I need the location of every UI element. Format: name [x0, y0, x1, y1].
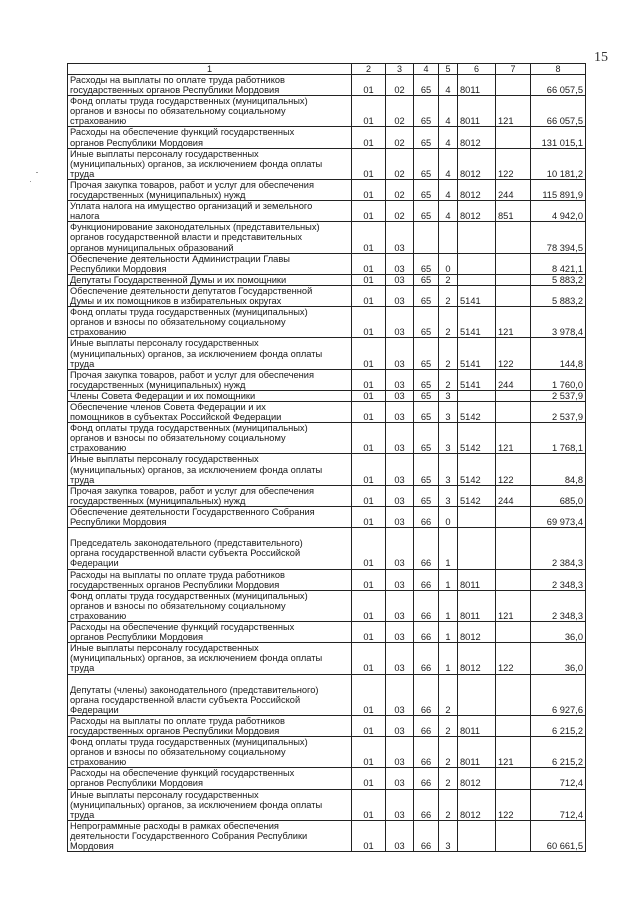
amount-cell: 131 015,1 [531, 127, 586, 148]
table-row [68, 643, 586, 674]
table-row [68, 222, 586, 253]
expense-type-cell: 851 [496, 201, 531, 222]
target-item-cell: 8012 [458, 643, 496, 674]
amount-cell: 10 181,2 [531, 148, 586, 179]
expense-name-cell: Расходы на обеспечение функций государственных органов Республики Мордовия [68, 127, 352, 148]
subsection-code-cell: 03 [386, 454, 414, 485]
section-code-cell: 01 [352, 423, 386, 454]
program-code-cell: 66 [414, 590, 439, 621]
expense-name-cell: Расходы на обеспечение функций государственных органов Республики Мордовия [68, 768, 352, 789]
table-row [68, 454, 586, 485]
expense-name-cell: Депутаты Государственной Думы и их помощники [68, 274, 352, 285]
subprogram-code-cell: 2 [439, 715, 458, 736]
expense-name-cell: Обеспечение членов Совета Федерации и их помощников в субъектах Российской Федерации [68, 401, 352, 422]
target-item-cell: 8011 [458, 737, 496, 768]
header-cell: 4 [414, 64, 439, 75]
amount-cell: 3 978,4 [531, 307, 586, 338]
table-header-row [68, 64, 586, 75]
table-row [68, 622, 586, 643]
subsection-code-cell: 03 [386, 253, 414, 274]
subprogram-code-cell: 4 [439, 127, 458, 148]
header-cell: 7 [496, 64, 531, 75]
subprogram-code-cell: 1 [439, 622, 458, 643]
section-code-cell: 01 [352, 737, 386, 768]
table-row [68, 820, 586, 851]
section-code-cell: 01 [352, 789, 386, 820]
expense-type-cell [496, 390, 531, 401]
header-cell: 1 [68, 64, 352, 75]
target-item-cell [458, 820, 496, 851]
target-item-cell: 5141 [458, 307, 496, 338]
expense-name-cell: Фонд оплаты труда государственных (муниципальных) органов и взносы по обязательному социальному страхованию [68, 737, 352, 768]
table-row [68, 253, 586, 274]
amount-cell: 2 537,9 [531, 401, 586, 422]
expense-name-cell: Обеспечение деятельности депутатов Государственной Думы и их помощников в избирательных округах [68, 285, 352, 306]
target-item-cell [458, 390, 496, 401]
expense-name-cell: Прочая закупка товаров, работ и услуг для обеспечения государственных (муниципальных) нужд [68, 179, 352, 200]
subprogram-code-cell: 2 [439, 737, 458, 768]
amount-cell: 712,4 [531, 789, 586, 820]
target-item-cell: 8011 [458, 590, 496, 621]
expense-type-cell [496, 768, 531, 789]
target-item-cell: 5141 [458, 285, 496, 306]
subsection-code-cell: 03 [386, 401, 414, 422]
expense-type-cell: 122 [496, 338, 531, 369]
subsection-code-cell: 03 [386, 390, 414, 401]
target-item-cell: 5141 [458, 369, 496, 390]
section-code-cell: 01 [352, 307, 386, 338]
subprogram-code-cell: 1 [439, 643, 458, 674]
expense-type-cell [496, 715, 531, 736]
subsection-code-cell: 03 [386, 737, 414, 768]
amount-cell: 144,8 [531, 338, 586, 369]
program-code-cell: 66 [414, 569, 439, 590]
target-item-cell: 8012 [458, 622, 496, 643]
program-code-cell: 66 [414, 737, 439, 768]
expense-type-cell: 121 [496, 590, 531, 621]
expense-name-cell: Расходы на выплаты по оплате труда работников государственных органов Республики Мордовия [68, 75, 352, 96]
program-code-cell: 65 [414, 369, 439, 390]
subprogram-code-cell: 1 [439, 569, 458, 590]
subsection-code-cell: 03 [386, 643, 414, 674]
expense-name-cell: Фонд оплаты труда государственных (муниципальных) органов и взносы по обязательному социальному страхованию [68, 423, 352, 454]
expense-type-cell: 122 [496, 454, 531, 485]
program-code-cell: 65 [414, 201, 439, 222]
section-code-cell: 01 [352, 454, 386, 485]
program-code-cell: 65 [414, 485, 439, 506]
header-cell: 3 [386, 64, 414, 75]
amount-cell: 1 760,0 [531, 369, 586, 390]
expense-type-cell [496, 222, 531, 253]
subsection-code-cell: 03 [386, 569, 414, 590]
table-row [68, 274, 586, 285]
section-code-cell: 01 [352, 253, 386, 274]
expense-name-cell: Расходы на выплаты по оплате труда работников государственных органов Республики Мордовия [68, 569, 352, 590]
section-code-cell: 01 [352, 401, 386, 422]
target-item-cell: 8011 [458, 96, 496, 127]
program-code-cell: 65 [414, 127, 439, 148]
subsection-code-cell: 02 [386, 127, 414, 148]
subprogram-code-cell: 0 [439, 253, 458, 274]
program-code-cell: 65 [414, 307, 439, 338]
program-code-cell: 65 [414, 390, 439, 401]
subsection-code-cell: 03 [386, 285, 414, 306]
target-item-cell: 8012 [458, 201, 496, 222]
target-item-cell: 8012 [458, 789, 496, 820]
amount-cell: 8 421,1 [531, 253, 586, 274]
expense-name-cell: Иные выплаты персоналу государственных (муниципальных) органов, за исключением фонда оплаты труда [68, 643, 352, 674]
section-code-cell: 01 [352, 643, 386, 674]
expense-type-cell [496, 127, 531, 148]
section-code-cell: 01 [352, 674, 386, 715]
expense-type-cell: 121 [496, 307, 531, 338]
amount-cell: 685,0 [531, 485, 586, 506]
expense-type-cell [496, 622, 531, 643]
subprogram-code-cell: 0 [439, 506, 458, 527]
expense-name-cell: Члены Совета Федерации и их помощники [68, 390, 352, 401]
expense-type-cell: 244 [496, 485, 531, 506]
table-row [68, 75, 586, 96]
subprogram-code-cell [439, 222, 458, 253]
subsection-code-cell: 03 [386, 338, 414, 369]
table-row [68, 737, 586, 768]
table-row [68, 485, 586, 506]
table-row [68, 528, 586, 569]
subprogram-code-cell: 4 [439, 75, 458, 96]
target-item-cell: 5141 [458, 338, 496, 369]
header-cell: 5 [439, 64, 458, 75]
table-row [68, 369, 586, 390]
subprogram-code-cell: 4 [439, 96, 458, 127]
amount-cell: 6 927,6 [531, 674, 586, 715]
subsection-code-cell: 03 [386, 274, 414, 285]
target-item-cell [458, 506, 496, 527]
amount-cell: 1 768,1 [531, 423, 586, 454]
expense-name-cell: Обеспечение деятельности Администрации Главы Республики Мордовия [68, 253, 352, 274]
table-row [68, 127, 586, 148]
program-code-cell: 65 [414, 423, 439, 454]
section-code-cell: 01 [352, 715, 386, 736]
section-code-cell: 01 [352, 201, 386, 222]
subprogram-code-cell: 2 [439, 789, 458, 820]
target-item-cell: 8012 [458, 148, 496, 179]
table-row [68, 789, 586, 820]
program-code-cell [414, 222, 439, 253]
subprogram-code-cell: 3 [439, 485, 458, 506]
table-row [68, 506, 586, 527]
target-item-cell [458, 222, 496, 253]
header-cell: 8 [531, 64, 586, 75]
expense-type-cell: 122 [496, 148, 531, 179]
table-row [68, 423, 586, 454]
program-code-cell: 66 [414, 506, 439, 527]
amount-cell: 6 215,2 [531, 737, 586, 768]
table-row [68, 569, 586, 590]
table-body [68, 75, 586, 852]
expense-name-cell: Депутаты (члены) законодательного (представительного) органа государственной власти субъекта Российской Федерации [68, 674, 352, 715]
target-item-cell: 8012 [458, 127, 496, 148]
subsection-code-cell: 02 [386, 75, 414, 96]
expense-type-cell [496, 401, 531, 422]
expense-type-cell [496, 674, 531, 715]
subprogram-code-cell: 4 [439, 179, 458, 200]
program-code-cell: 65 [414, 274, 439, 285]
expense-type-cell [496, 528, 531, 569]
budget-table [67, 63, 586, 852]
program-code-cell: 66 [414, 674, 439, 715]
expense-type-cell: 121 [496, 96, 531, 127]
section-code-cell: 01 [352, 274, 386, 285]
scan-artifact-dot [30, 181, 31, 182]
program-code-cell: 66 [414, 528, 439, 569]
amount-cell: 2 348,3 [531, 590, 586, 621]
table-row [68, 338, 586, 369]
subprogram-code-cell: 3 [439, 423, 458, 454]
program-code-cell: 66 [414, 820, 439, 851]
table-row [68, 307, 586, 338]
program-code-cell: 65 [414, 148, 439, 179]
target-item-cell: 5142 [458, 401, 496, 422]
page-number: 15 [594, 50, 608, 65]
subprogram-code-cell: 2 [439, 338, 458, 369]
target-item-cell: 5142 [458, 454, 496, 485]
subsection-code-cell: 02 [386, 179, 414, 200]
amount-cell: 84,8 [531, 454, 586, 485]
subprogram-code-cell: 1 [439, 528, 458, 569]
expense-name-cell: Уплата налога на имущество организаций и земельного налога [68, 201, 352, 222]
target-item-cell [458, 674, 496, 715]
expense-name-cell: Иные выплаты персоналу государственных (муниципальных) органов, за исключением фонда оплаты труда [68, 148, 352, 179]
subsection-code-cell: 03 [386, 715, 414, 736]
section-code-cell: 01 [352, 820, 386, 851]
subsection-code-cell: 03 [386, 307, 414, 338]
expense-name-cell: Фонд оплаты труда государственных (муниципальных) органов и взносы по обязательному социальному страхованию [68, 307, 352, 338]
subsection-code-cell: 03 [386, 485, 414, 506]
program-code-cell: 65 [414, 75, 439, 96]
expense-name-cell: Расходы на обеспечение функций государственных органов Республики Мордовия [68, 622, 352, 643]
table-row [68, 96, 586, 127]
section-code-cell: 01 [352, 148, 386, 179]
target-item-cell [458, 253, 496, 274]
target-item-cell [458, 528, 496, 569]
section-code-cell: 01 [352, 179, 386, 200]
section-code-cell: 01 [352, 127, 386, 148]
subprogram-code-cell: 3 [439, 454, 458, 485]
target-item-cell: 8011 [458, 75, 496, 96]
table-row [68, 674, 586, 715]
subsection-code-cell: 03 [386, 423, 414, 454]
section-code-cell: 01 [352, 390, 386, 401]
program-code-cell: 65 [414, 401, 439, 422]
subprogram-code-cell: 4 [439, 148, 458, 179]
section-code-cell: 01 [352, 528, 386, 569]
subsection-code-cell: 03 [386, 590, 414, 621]
table-row [68, 590, 586, 621]
amount-cell: 2 348,3 [531, 569, 586, 590]
expense-name-cell: Обеспечение деятельности Государственного Собрания Республики Мордовия [68, 506, 352, 527]
program-code-cell: 65 [414, 179, 439, 200]
section-code-cell: 01 [352, 485, 386, 506]
expense-name-cell: Непрограммные расходы в рамках обеспечения деятельности Государственного Собрания Республики Мордовия [68, 820, 352, 851]
expense-type-cell [496, 285, 531, 306]
subsection-code-cell: 02 [386, 201, 414, 222]
expense-name-cell: Фонд оплаты труда государственных (муниципальных) органов и взносы по обязательному социальному страхованию [68, 96, 352, 127]
amount-cell: 60 661,5 [531, 820, 586, 851]
table-row [68, 179, 586, 200]
program-code-cell: 66 [414, 768, 439, 789]
expense-type-cell: 122 [496, 789, 531, 820]
program-code-cell: 66 [414, 715, 439, 736]
subsection-code-cell: 03 [386, 222, 414, 253]
expense-name-cell: Расходы на выплаты по оплате труда работников государственных органов Республики Мордовия [68, 715, 352, 736]
amount-cell: 78 394,5 [531, 222, 586, 253]
target-item-cell [458, 274, 496, 285]
target-item-cell: 5142 [458, 485, 496, 506]
amount-cell: 2 384,3 [531, 528, 586, 569]
subsection-code-cell: 02 [386, 96, 414, 127]
subsection-code-cell: 03 [386, 768, 414, 789]
amount-cell: 2 537,9 [531, 390, 586, 401]
subsection-code-cell: 03 [386, 820, 414, 851]
subprogram-code-cell: 2 [439, 274, 458, 285]
expense-name-cell: Иные выплаты персоналу государственных (муниципальных) органов, за исключением фонда оплаты труда [68, 338, 352, 369]
subprogram-code-cell: 2 [439, 768, 458, 789]
section-code-cell: 01 [352, 96, 386, 127]
section-code-cell: 01 [352, 622, 386, 643]
expense-type-cell [496, 253, 531, 274]
amount-cell: 5 883,2 [531, 274, 586, 285]
scan-artifact-dot [36, 172, 38, 173]
header-cell: 2 [352, 64, 386, 75]
amount-cell: 66 057,5 [531, 96, 586, 127]
subprogram-code-cell: 2 [439, 285, 458, 306]
expense-type-cell [496, 820, 531, 851]
expense-name-cell: Фонд оплаты труда государственных (муниципальных) органов и взносы по обязательному социальному страхованию [68, 590, 352, 621]
section-code-cell: 01 [352, 222, 386, 253]
program-code-cell: 65 [414, 338, 439, 369]
amount-cell: 4 942,0 [531, 201, 586, 222]
expense-type-cell: 244 [496, 369, 531, 390]
table-row [68, 715, 586, 736]
subprogram-code-cell: 1 [439, 590, 458, 621]
table-row [68, 390, 586, 401]
expense-name-cell: Функционирование законодательных (представительных) органов государственной власти и представительных органов муниципальных образований [68, 222, 352, 253]
program-code-cell: 66 [414, 622, 439, 643]
amount-cell: 712,4 [531, 768, 586, 789]
target-item-cell: 8012 [458, 179, 496, 200]
program-code-cell: 65 [414, 96, 439, 127]
expense-name-cell: Председатель законодательного (представительного) органа государственной власти субъекта Российской Федерации [68, 528, 352, 569]
amount-cell: 66 057,5 [531, 75, 586, 96]
amount-cell: 115 891,9 [531, 179, 586, 200]
target-item-cell: 8011 [458, 715, 496, 736]
expense-type-cell: 244 [496, 179, 531, 200]
table-row [68, 285, 586, 306]
subprogram-code-cell: 2 [439, 307, 458, 338]
subprogram-code-cell: 3 [439, 401, 458, 422]
expense-type-cell [496, 274, 531, 285]
table-row [68, 768, 586, 789]
target-item-cell: 8011 [458, 569, 496, 590]
table-row [68, 148, 586, 179]
subprogram-code-cell: 4 [439, 201, 458, 222]
program-code-cell: 65 [414, 253, 439, 274]
section-code-cell: 01 [352, 75, 386, 96]
subsection-code-cell: 03 [386, 789, 414, 820]
amount-cell: 5 883,2 [531, 285, 586, 306]
table-row [68, 401, 586, 422]
subprogram-code-cell: 3 [439, 820, 458, 851]
subprogram-code-cell: 3 [439, 390, 458, 401]
section-code-cell: 01 [352, 506, 386, 527]
subprogram-code-cell: 2 [439, 674, 458, 715]
expense-type-cell [496, 75, 531, 96]
section-code-cell: 01 [352, 590, 386, 621]
table-row [68, 201, 586, 222]
section-code-cell: 01 [352, 569, 386, 590]
subsection-code-cell: 03 [386, 369, 414, 390]
target-item-cell: 5142 [458, 423, 496, 454]
expense-name-cell: Иные выплаты персоналу государственных (муниципальных) органов, за исключением фонда оплаты труда [68, 454, 352, 485]
section-code-cell: 01 [352, 338, 386, 369]
expense-name-cell: Прочая закупка товаров, работ и услуг для обеспечения государственных (муниципальных) нужд [68, 485, 352, 506]
subsection-code-cell: 03 [386, 528, 414, 569]
subsection-code-cell: 02 [386, 148, 414, 179]
expense-type-cell [496, 569, 531, 590]
header-cell: 6 [458, 64, 496, 75]
expense-type-cell: 122 [496, 643, 531, 674]
subsection-code-cell: 03 [386, 622, 414, 643]
amount-cell: 69 973,4 [531, 506, 586, 527]
amount-cell: 36,0 [531, 643, 586, 674]
program-code-cell: 65 [414, 285, 439, 306]
program-code-cell: 66 [414, 789, 439, 820]
subsection-code-cell: 03 [386, 506, 414, 527]
expense-name-cell: Прочая закупка товаров, работ и услуг для обеспечения государственных (муниципальных) нужд [68, 369, 352, 390]
program-code-cell: 66 [414, 643, 439, 674]
expense-type-cell: 121 [496, 737, 531, 768]
expense-name-cell: Иные выплаты персоналу государственных (муниципальных) органов, за исключением фонда оплаты труда [68, 789, 352, 820]
target-item-cell: 8012 [458, 768, 496, 789]
section-code-cell: 01 [352, 369, 386, 390]
expense-type-cell: 121 [496, 423, 531, 454]
amount-cell: 6 215,2 [531, 715, 586, 736]
subprogram-code-cell: 2 [439, 369, 458, 390]
amount-cell: 36,0 [531, 622, 586, 643]
section-code-cell: 01 [352, 285, 386, 306]
budget-table-container [67, 63, 586, 852]
program-code-cell: 65 [414, 454, 439, 485]
expense-type-cell [496, 506, 531, 527]
subsection-code-cell: 03 [386, 674, 414, 715]
section-code-cell: 01 [352, 768, 386, 789]
